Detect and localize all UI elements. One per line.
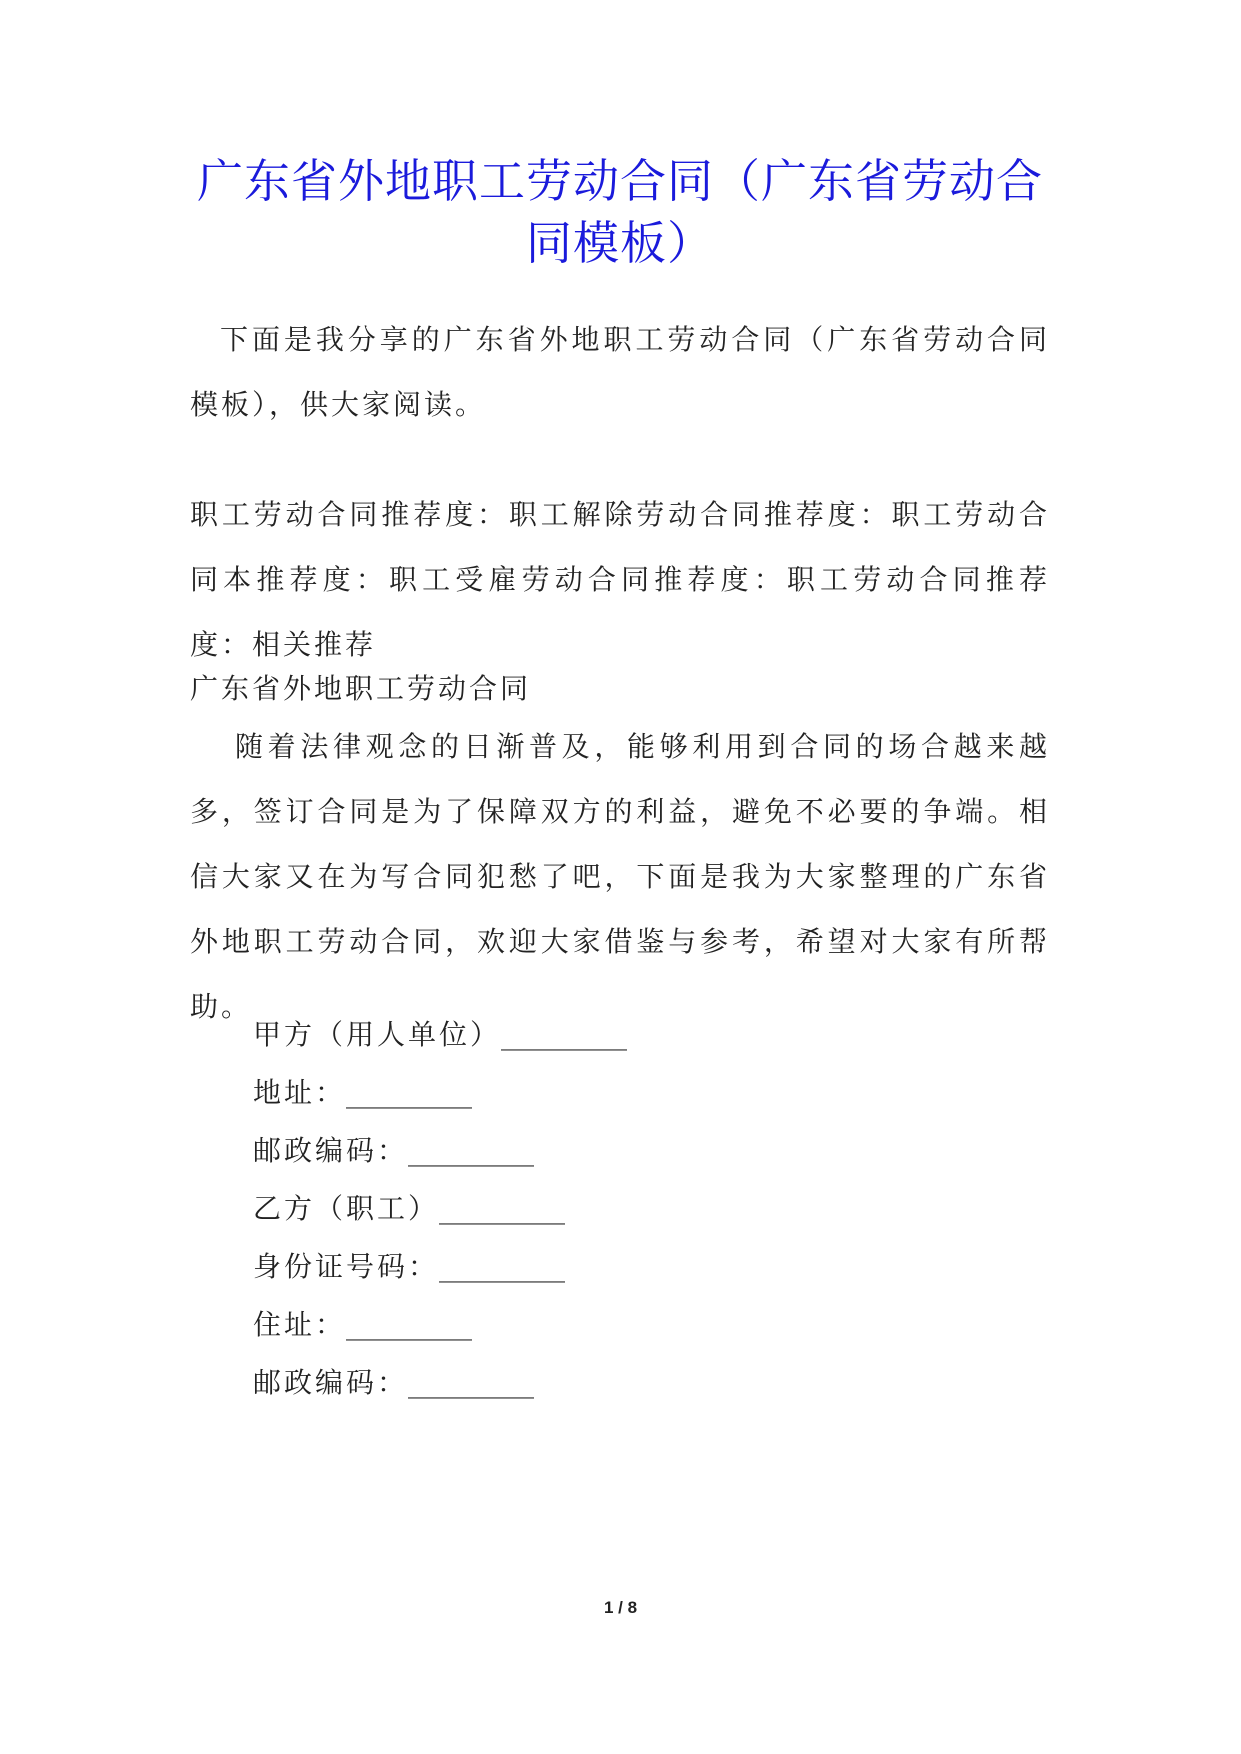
field-postcode-a xyxy=(253,1131,534,1171)
field-label: 邮政编码： xyxy=(253,1366,409,1399)
fill-blank[interactable]: _________ xyxy=(439,1250,566,1283)
field-label: 甲方（用人单位） xyxy=(253,1018,502,1051)
field-label: 邮政编码： xyxy=(253,1134,409,1167)
document-title: 广东省外地职工劳动合同（广东省劳动合同模板） xyxy=(197,154,1043,270)
field-label: 身份证号码： xyxy=(253,1250,440,1283)
fill-blank[interactable]: _________ xyxy=(501,1018,628,1051)
field-id-number xyxy=(253,1247,565,1287)
field-postcode-b xyxy=(253,1363,534,1403)
body-paragraph: 随着法律观念的日渐普及，能够利用到合同的场合越来越多，签订合同是为了保障双方的利益，避免不必要的争端。相信大家又在为写合同犯愁了吧，下面是我为大家整理的广东省外地职工劳动合同，欢迎大家借鉴与参考，希望对大家有所帮助。 xyxy=(190,730,1050,1023)
field-address-a xyxy=(253,1073,472,1113)
field-label: 住址： xyxy=(253,1308,347,1341)
field-party-a xyxy=(253,1015,627,1055)
fill-blank[interactable]: _________ xyxy=(408,1366,535,1399)
intro-paragraph: 下面是我分享的广东省外地职工劳动合同（广东省劳动合同模板），供大家阅读。 xyxy=(190,323,1050,421)
fill-blank[interactable]: _________ xyxy=(346,1308,473,1341)
page-number: 1 / 8 xyxy=(603,1598,638,1617)
field-address-b xyxy=(253,1305,472,1345)
fill-blank[interactable]: _________ xyxy=(439,1192,566,1225)
fill-blank[interactable]: _________ xyxy=(408,1134,535,1167)
field-label: 地址： xyxy=(253,1076,347,1109)
recommend-paragraph: 职工劳动合同推荐度：职工解除劳动合同推荐度：职工劳动合同本推荐度：职工受雇劳动合同推荐度：职工劳动合同推荐度：相关推荐 xyxy=(190,498,1050,661)
section-subtitle: 广东省外地职工劳动合同 xyxy=(190,672,532,705)
field-party-b xyxy=(253,1189,565,1229)
field-label: 乙方（职工） xyxy=(253,1192,440,1225)
fill-blank[interactable]: _________ xyxy=(346,1076,473,1109)
